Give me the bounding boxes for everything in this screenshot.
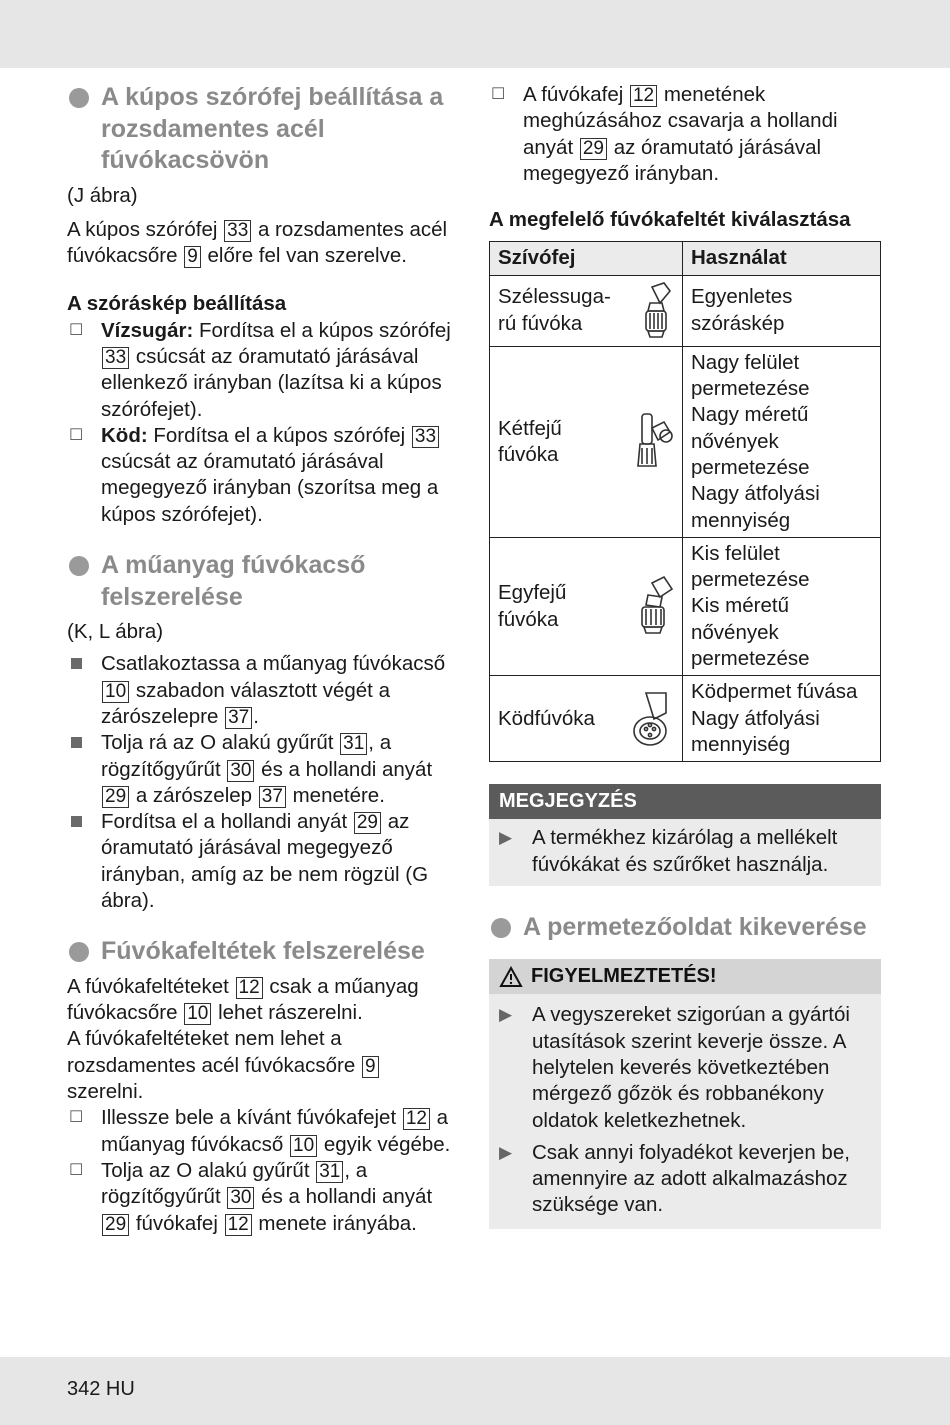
nozzle-name: Kétfejű fúvóka <box>498 416 562 466</box>
paragraph: A fúvókafeltéteket 12 csak a műanyag fúvókacsőre 10 lehet rászerelni. <box>67 974 419 1025</box>
list-item: ☐ Tolja az O alakú gyűrűt 31 , a rögzítőgyűrűt 30 és a hollandi anyát 29 fúvókafej 12 menete irányába. <box>69 1158 433 1235</box>
figure-ref: (J ábra) <box>67 183 138 207</box>
section-heading-mixing: A permetezőoldat kikeverése <box>489 912 881 944</box>
mist-nozzle-icon <box>630 689 674 749</box>
bullet-dot-icon <box>69 556 89 576</box>
note-item: ▶ A termékhez kizárólag a mellékelt fúvókákat és szűrőket használja. <box>499 826 838 876</box>
table-row: Ködfúvóka Ködpermet fúvása Nagy átfolyási mennyiség <box>490 676 881 762</box>
double-head-nozzle-icon <box>632 410 674 474</box>
subheading: A szóráskép beállítása <box>67 292 287 316</box>
list-item: ☐ Vízsugár: Fordítsa el a kúpos szórófej 33 csúcsát az óramutató járásával ellenkező irányban (lazítsa ki a kúpos szórófejet). <box>69 318 451 421</box>
paragraph: A fúvókafeltéteket nem lehet a rozsdamentes acél fúvókacsőre 9 szerelni. <box>67 1026 457 1105</box>
section-heading-nozzle-attachments: Fúvókafeltétek felszerelése <box>67 936 457 968</box>
table-row: Egyfejű fúvóka Kis felület permetezése Kis méretű nővények permetezése <box>490 537 881 675</box>
bottom-band <box>0 1357 950 1425</box>
nozzle-name: Ködfúvóka <box>498 706 595 730</box>
list-item: ☐ Illessze bele a kívánt fúvókafejet 12 a műanyag fúvókacső 10 egyik végébe. <box>69 1106 451 1156</box>
left-column <box>67 82 457 1237</box>
list-item: ☐ Köd: Fordítsa el a kúpos szórófej 33 csúcsát az óramutató járásával megegyező irányban (szorítsa meg a kúpos szórófejet). <box>69 423 439 526</box>
warning-box <box>489 959 881 1228</box>
note-box <box>489 784 881 886</box>
list-item: Csatlakoztassa a műanyag fúvókacső 10 szabadon választott végét a zárószelepre 37 . <box>67 651 457 730</box>
table-row: Szélessuga- rú fúvóka Egyenletes szóráskép <box>490 275 881 346</box>
nozzle-name: Egyfejű fúvóka <box>498 581 567 631</box>
table-title: A megfelelő fúvókafeltét kiválasztása <box>489 208 851 232</box>
section-heading-plastic-tube: A műanyag fúvókacső felszerelése <box>67 550 457 613</box>
warning-header <box>489 959 881 994</box>
note-title: MEGJEGYZÉS <box>489 784 881 819</box>
right-column <box>489 82 881 1229</box>
section-heading-cone-nozzle: A kúpos szórófej beállítása a rozsdamentes acél fúvókacsövön <box>67 82 457 177</box>
bullet-dot-icon <box>491 918 511 938</box>
paragraph: A kúpos szórófej 33 a rozsdamentes acél fúvókacsőre 9 előre fel van szerelve. <box>67 217 448 268</box>
nozzle-name: Szélessuga- rú fúvóka <box>498 285 611 335</box>
figure-ref: (K, L ábra) <box>67 620 164 644</box>
list-item: ☐ A fúvókafej 12 menetének meghúzásához csavarja a hollandi anyát 29 az óramutató járásával megegyező irányban. <box>491 83 838 185</box>
bullet-dot-icon <box>69 88 89 108</box>
warning-item: ▶ Csak annyi folyadékot keverjen be, amennyire az adott alkalmazáshoz szüksége van. <box>499 1140 850 1217</box>
ref-number: 33 <box>224 220 251 242</box>
page-number: 342 HU <box>67 1378 135 1400</box>
table-row: Kétfejű fúvóka Nagy felület permetezése Nagy méretű nővények permetezése Nagy átfolyási mennyiség <box>490 346 881 537</box>
table-header-row <box>490 242 881 275</box>
column-header: Használat <box>683 242 881 275</box>
warning-item: ▶ A vegyszereket szigorúan a gyártói utasítások szerint keverje össze. A helytelen keverés következtében mérgező gőzök és robbanékony oldatok keletkezhetnek. <box>499 1003 850 1132</box>
single-head-nozzle-icon <box>634 575 674 639</box>
list-item: Tolja rá az O alakú gyűrűt 31 , a rögzítőgyűrűt 30 és a hollandi anyát 29 a zárószelep 37 menetére. <box>67 730 457 809</box>
warning-triangle-icon <box>499 966 523 988</box>
bullet-dot-icon <box>69 942 89 962</box>
warning-title: FIGYELMEZTETÉS! <box>531 965 717 988</box>
wide-jet-nozzle-icon <box>638 281 674 341</box>
list-item: Fordítsa el a hollandi anyát 29 az óramutató járásával megegyező irányban, amíg az be nem rögzül (G ábra). <box>67 809 457 914</box>
nozzle-table <box>489 241 881 762</box>
top-band <box>0 0 950 68</box>
ref-number: 9 <box>184 246 201 268</box>
column-header: Szívófej <box>490 242 683 275</box>
